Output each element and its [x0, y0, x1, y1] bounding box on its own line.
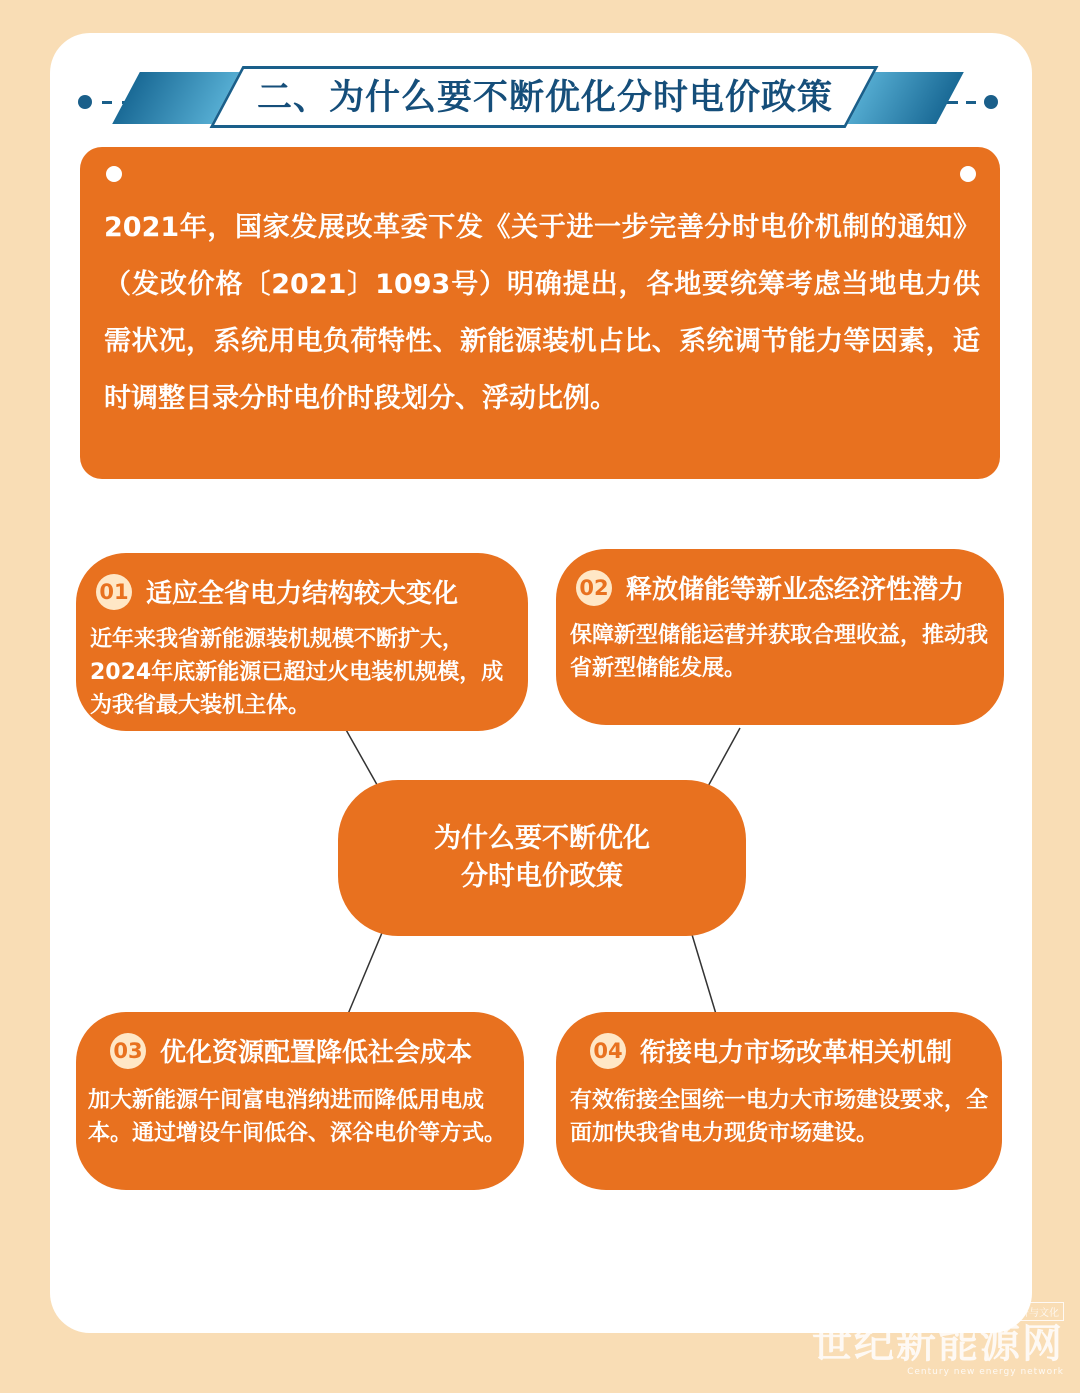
point-body-02: 保障新型储能运营并获取合理收益，推动我省新型储能发展。 — [570, 623, 989, 681]
point-header-04 — [590, 1032, 952, 1069]
center-node — [338, 780, 746, 936]
site-watermark — [812, 1301, 1064, 1377]
watermark-name: 世纪新能源网 — [812, 1320, 1064, 1367]
number-badge-01: 01 — [96, 574, 132, 610]
point-title-03: 优化资源配置降低社会成本 — [160, 1038, 473, 1068]
point-title-01: 适应全省电力结构较大变化 — [146, 579, 459, 609]
page-title: 二、为什么要不断优化分时电价政策 — [256, 78, 833, 118]
connector-03 — [348, 928, 384, 1014]
point-title-02: 释放储能等新业态经济性潜力 — [626, 575, 965, 605]
connector-04 — [690, 928, 716, 1014]
number-badge-03: 03 — [110, 1033, 146, 1069]
number-badge-02: 02 — [576, 570, 612, 606]
point-card-01 — [76, 553, 528, 731]
connector-01 — [345, 728, 380, 790]
number-badge-04: 04 — [590, 1033, 626, 1069]
connector-02 — [706, 728, 740, 790]
point-header-01 — [96, 573, 458, 610]
intro-text: 2021年，国家发展改革委下发《关于进一步完善分时电价机制的通知》（发改价格〔2021〕1093号）明确提出，各地要统筹考虑当地电力供需状况，系统用电负荷特性、新能源装机占比、系统调节能力等因素，适时调整目录分时电价时段划分、浮动比例。 — [104, 212, 980, 414]
point-card-02 — [556, 549, 1004, 725]
watermark-slogan: 聚焦绿色能源发展经济与文化 — [924, 1302, 1064, 1321]
point-body-03: 加大新能源午间富电消纳进而降低用电成本。通过增设午间低谷、深谷电价等方式。 — [88, 1088, 507, 1146]
point-header-02 — [576, 569, 964, 606]
point-header-03 — [110, 1032, 472, 1069]
point-card-04 — [556, 1012, 1002, 1190]
center-line-2: 分时电价政策 — [461, 861, 623, 892]
point-body-01: 近年来我省新能源装机规模不断扩大，2024年底新能源已超过火电装机规模，成为我省最大装机主体。 — [90, 627, 504, 718]
watermark-english: Century new energy network — [907, 1367, 1064, 1377]
point-card-03 — [76, 1012, 524, 1190]
point-title-04: 衔接电力市场改革相关机制 — [640, 1038, 953, 1068]
point-body-04: 有效衔接全国统一电力大市场建设要求，全面加快我省电力现货市场建设。 — [570, 1088, 989, 1146]
center-line-1: 为什么要不断优化 — [434, 823, 650, 854]
